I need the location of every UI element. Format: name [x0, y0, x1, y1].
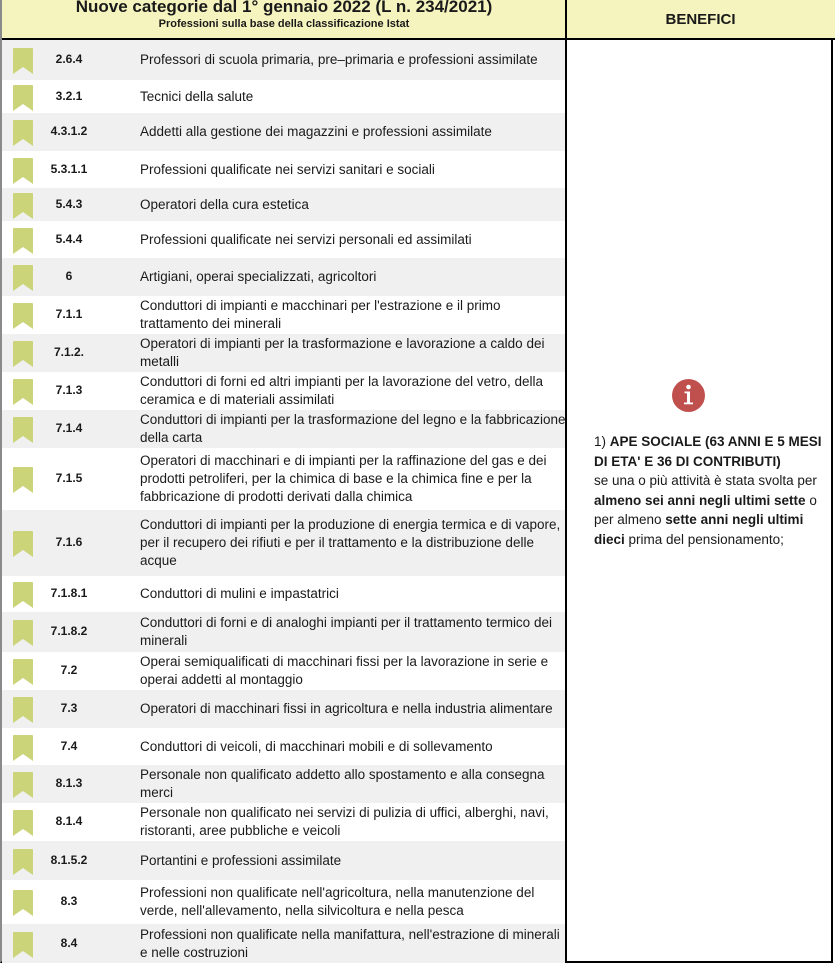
row-code: 2.6.4	[55, 52, 83, 66]
row-description: Conduttori di mulini e impastatrici	[140, 586, 339, 601]
bookmark-icon	[13, 265, 33, 291]
row-code: 7.1.2.	[53, 345, 85, 359]
row-code: 8.1.3	[55, 776, 83, 790]
table-row	[2, 151, 565, 188]
header-categories	[2, 0, 566, 38]
row-code: 7.1.3	[55, 383, 83, 397]
row-description: Conduttori di forni e di analoghi impianti per il trattamento termico dei minerali	[140, 615, 552, 648]
table-header	[2, 0, 835, 40]
column-divider	[565, 0, 567, 963]
table-row	[2, 410, 565, 448]
row-code: 5.4.4	[55, 232, 83, 246]
benefit-bold-1: almeno sei anni negli ultimi sette	[594, 492, 806, 508]
table-row	[2, 334, 565, 372]
row-code: 7.1.1	[55, 307, 83, 321]
bookmark-icon	[13, 120, 33, 146]
benefit-description	[594, 432, 834, 549]
row-code: 5.4.3	[55, 197, 83, 211]
row-description: Conduttori di impianti per la produzione di energia termica e di vapore, per il recupero dei rifiuti e per il trattamento e la distribuzione delle acque	[140, 517, 561, 568]
table-row	[2, 576, 565, 612]
row-description: Operatori di macchinari e di impianti per la raffinazione del gas e dei prodotti petroliferi, per la chimica di base e la chimica fine e per la fabbricazione di prodotti derivati dalla chimica	[140, 453, 547, 504]
bookmark-icon	[13, 85, 33, 111]
page-title: Nuove categorie dal 1° gennaio 2022 (L n. 234/2021)	[75, 0, 493, 16]
table-row	[2, 803, 565, 841]
table-row	[2, 448, 565, 510]
row-description: Professioni non qualificate nell'agricoltura, nella manutenzione del verde, nell'allevamento, nella silvicoltura e nella pesca	[140, 885, 535, 918]
row-code: 8.4	[60, 936, 78, 950]
row-code: 5.3.1.1	[50, 162, 88, 176]
row-description: Operatori di macchinari fissi in agricoltura e nella industria alimentare	[140, 701, 553, 716]
table-row	[2, 690, 565, 728]
row-code: 7.1.4	[55, 421, 83, 435]
row-description: Conduttori di impianti e macchinari per l'estrazione e il primo trattamento dei minerali	[140, 298, 501, 331]
bookmark-icon	[13, 735, 33, 761]
row-code: 7.3	[60, 701, 78, 715]
table-row	[2, 728, 565, 765]
row-code: 7.4	[60, 739, 78, 753]
bookmark-icon	[13, 697, 33, 723]
row-description: Professioni qualificate nei servizi personali ed assimilati	[140, 232, 472, 247]
benefit-text-3: prima del pensionamento;	[624, 531, 784, 547]
row-description: Professioni non qualificate nella manifattura, nell'estrazione di minerali e nelle costruzioni	[140, 927, 560, 960]
table-row	[2, 652, 565, 690]
row-description: Operatori della cura estetica	[140, 197, 309, 212]
table-row	[2, 296, 565, 334]
benefit-bold-2: sette anni negli ultimi dieci	[594, 512, 804, 547]
table-row	[2, 188, 565, 221]
row-description: Tecnici della salute	[140, 89, 254, 104]
bookmark-icon	[13, 890, 33, 916]
table-row	[2, 221, 565, 258]
row-description: Personale non qualificato nei servizi di pulizia di uffici, alberghi, navi, ristoranti, aree pubbliche e veicoli	[140, 805, 549, 838]
bookmark-icon	[13, 582, 33, 608]
bookmark-icon	[13, 417, 33, 443]
table-row	[2, 880, 565, 924]
bookmark-icon	[13, 849, 33, 875]
row-code: 8.3	[60, 894, 78, 908]
bookmark-icon	[13, 659, 33, 685]
row-code: 6	[65, 269, 73, 283]
bookmark-icon	[13, 193, 33, 219]
table-row	[2, 258, 565, 296]
table-row	[2, 765, 565, 803]
benefit-text-2: o per almeno	[594, 492, 817, 527]
row-code: 8.1.4	[55, 814, 83, 828]
row-description: Artigiani, operai specializzati, agricoltori	[140, 269, 377, 284]
row-description: Conduttori di veicoli, di macchinari mobili e di sollevamento	[140, 739, 493, 754]
table-row	[2, 612, 565, 652]
row-description: Conduttori di impianti per la trasformazione del legno e la fabbricazione della carta	[140, 412, 566, 445]
row-code: 8.1.5.2	[50, 853, 88, 867]
info-icon	[672, 379, 705, 412]
bookmark-icon	[13, 620, 33, 646]
row-description: Personale non qualificato addetto allo spostamento e alla consegna merci	[140, 767, 545, 800]
bookmark-icon	[13, 228, 33, 254]
bookmark-icon	[13, 341, 33, 367]
page-subtitle: Professioni sulla base della classificazione Istat	[158, 18, 410, 30]
table-row	[2, 80, 565, 113]
bookmark-icon	[13, 303, 33, 329]
row-description: Conduttori di forni ed altri impianti per la lavorazione del vetro, della ceramica e di materiali assimilati	[140, 374, 543, 407]
benefit-number: 1)	[594, 434, 610, 449]
table-row	[2, 841, 565, 880]
row-description: Portantini e professioni assimilate	[140, 853, 342, 868]
row-code: 7.1.8.1	[50, 586, 88, 600]
row-code: 3.2.1	[55, 89, 83, 103]
row-description: Professori di scuola primaria, pre–primaria e professioni assimilate	[140, 52, 538, 67]
row-description: Operai semiqualificati di macchinari fissi per la lavorazione in serie e operai addetti al montaggio	[140, 654, 549, 687]
table-row	[2, 924, 565, 963]
bookmark-icon	[13, 379, 33, 405]
row-description: Operatori di impianti per la trasformazione e lavorazione a caldo dei metalli	[140, 336, 545, 369]
table-row	[2, 40, 565, 80]
bookmark-icon	[13, 531, 33, 557]
row-code: 7.2	[60, 663, 78, 677]
row-description: Professioni qualificate nei servizi sanitari e sociali	[140, 162, 435, 177]
row-description: Addetti alla gestione dei magazzini e professioni assimilate	[140, 124, 492, 139]
table-row	[2, 113, 565, 151]
bookmark-icon	[13, 810, 33, 836]
row-code: 7.1.8.2	[50, 624, 88, 638]
row-code: 7.1.6	[55, 535, 83, 549]
bookmark-icon	[13, 158, 33, 184]
bookmark-icon	[13, 48, 33, 74]
benefit-title: APE SOCIALE (63 ANNI E 5 MESI DI ETA' E 36 DI CONTRIBUTI)	[594, 434, 822, 469]
bookmark-icon	[13, 467, 33, 493]
table-row	[2, 372, 565, 410]
header-benefits: BENEFICI	[665, 10, 736, 28]
row-code: 7.1.5	[55, 471, 83, 485]
row-code: 4.3.1.2	[50, 124, 88, 138]
table-row	[2, 510, 565, 576]
benefit-text-1: se una o più attività è stata svolta per	[594, 473, 817, 488]
bookmark-icon	[13, 932, 33, 958]
bookmark-icon	[13, 772, 33, 798]
